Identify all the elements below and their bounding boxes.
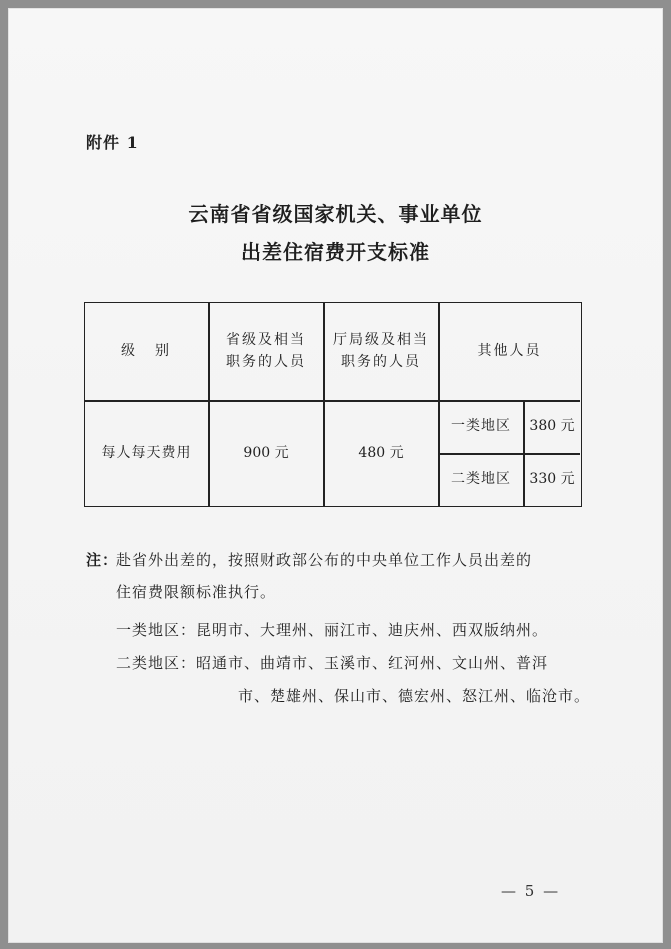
department-amount: 480 元 [358, 444, 404, 461]
table-row-label: 每人每天费用 [101, 444, 192, 461]
notes-line-5: 市、楚雄州、保山市、德宏州、怒江州、临沧市。 [238, 687, 591, 705]
table-header-level: 级 别 [121, 342, 172, 359]
notes-line-3: 一类地区：昆明市、大理州、丽江市、迪庆州、西双版纳州。 [116, 621, 549, 639]
class-1-region-label: 一类地区 [451, 418, 511, 435]
table-header-department: 厅局级及相当 职务的人员 [333, 331, 429, 370]
expense-standard-table [84, 302, 582, 507]
document-page [8, 8, 663, 943]
document-title-line-2: 出差住宿费开支标准 [241, 240, 430, 264]
page-number: — 5 — [501, 882, 561, 900]
notes-line-4: 二类地区：昭通市、曲靖市、玉溪市、红河州、文山州、普洱 [116, 654, 549, 672]
class-2-region-amount: 330 元 [529, 471, 575, 488]
notes-line-2: 住宿费限额标准执行。 [116, 583, 277, 601]
class-2-region-label: 二类地区 [451, 471, 511, 488]
attachment-label: 附件 1 [86, 133, 139, 152]
table-header-provincial: 省级及相当 职务的人员 [226, 331, 306, 370]
document-title-line-1: 云南省省级国家机关、事业单位 [188, 202, 483, 226]
notes-label: 注： [86, 551, 119, 569]
provincial-amount: 900 元 [243, 444, 289, 461]
class-1-region-amount: 380 元 [529, 418, 575, 435]
notes-line-1: 赴省外出差的，按照财政部公布的中央单位工作人员出差的 [116, 551, 533, 569]
table-header-other: 其他人员 [477, 342, 542, 359]
